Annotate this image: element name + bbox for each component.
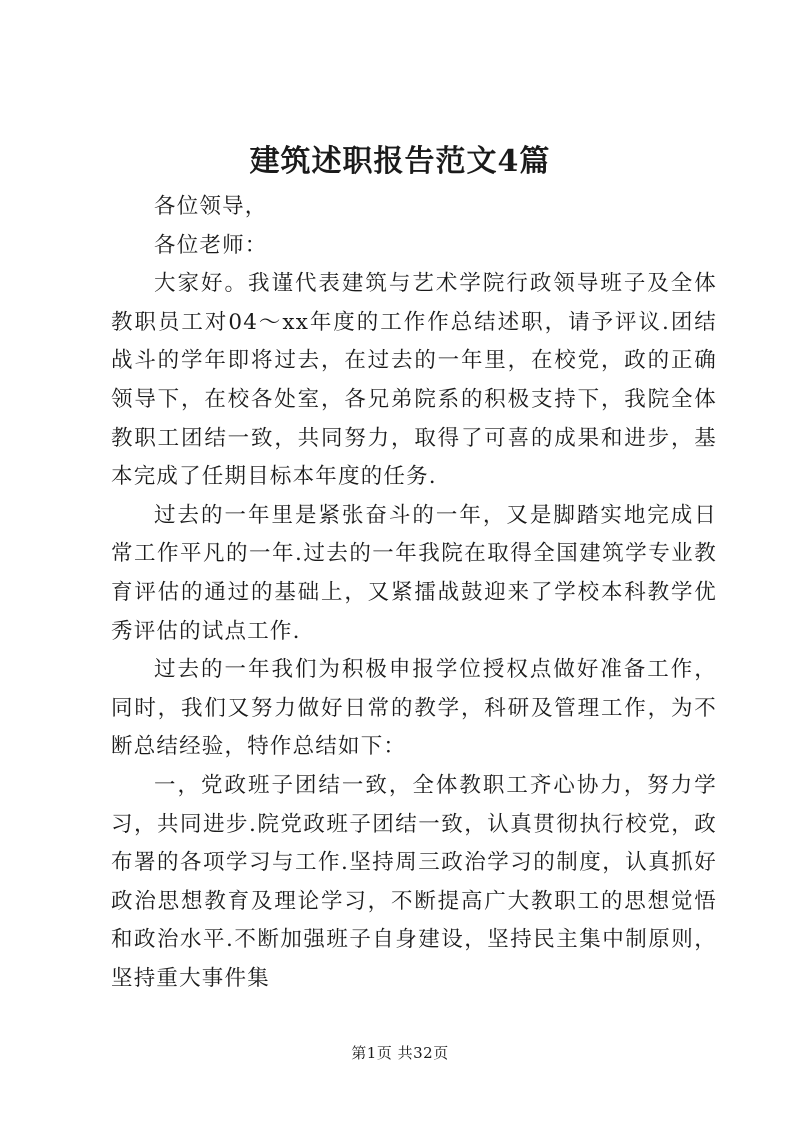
document-body — [111, 188, 717, 998]
paragraph-degree-application: 过去的一年我们为积极申报学位授权点做好准备工作，同时，我们又努力做好日常的教学，科研及管理工作，为不断总结经验，特作总结如下： — [111, 657, 717, 760]
paragraph-salutation-leaders: 各位领导， — [154, 194, 268, 219]
document-title: 建筑述职报告范文4篇 — [249, 144, 551, 179]
paragraph-greeting: 大家好。我谨代表建筑与艺术学院行政领导班子及全体教职员工对04～xx年度的工作作总结述职，请予评议.团结战斗的学年即将过去，在过去的一年里，在校党，政的正确领导下，在校各处室，各兄弟院系的积极支持下，我院全体教职工团结一致，共同努力，取得了可喜的成果和进步，基本完成了任期目标本年度的任务. — [111, 271, 717, 490]
page-number-footer: 第1页 共32页 — [351, 1044, 449, 1062]
paragraph-salutation-teachers: 各位老师： — [154, 232, 268, 258]
paragraph-section-one: 一，党政班子团结一致，全体教职工齐心协力，努力学习，共同进步.院党政班子团结一致，认真贯彻执行校党，政布署的各项学习与工作.坚持周三政治学习的制度，认真抓好政治思想教育及理论学习，不断提高广大教职工的思想觉悟和政治水平.不断加强班子自身建设，坚持民主集中制原则，坚持重大事件集 — [111, 772, 717, 991]
paragraph-past-year: 过去的一年里是紧张奋斗的一年，又是脚踏实地完成日常工作平凡的一年.过去的一年我院在取得全国建筑学专业教育评估的通过的基础上，又紧擂战鼓迎来了学校本科教学优秀评估的试点工作. — [111, 502, 717, 644]
